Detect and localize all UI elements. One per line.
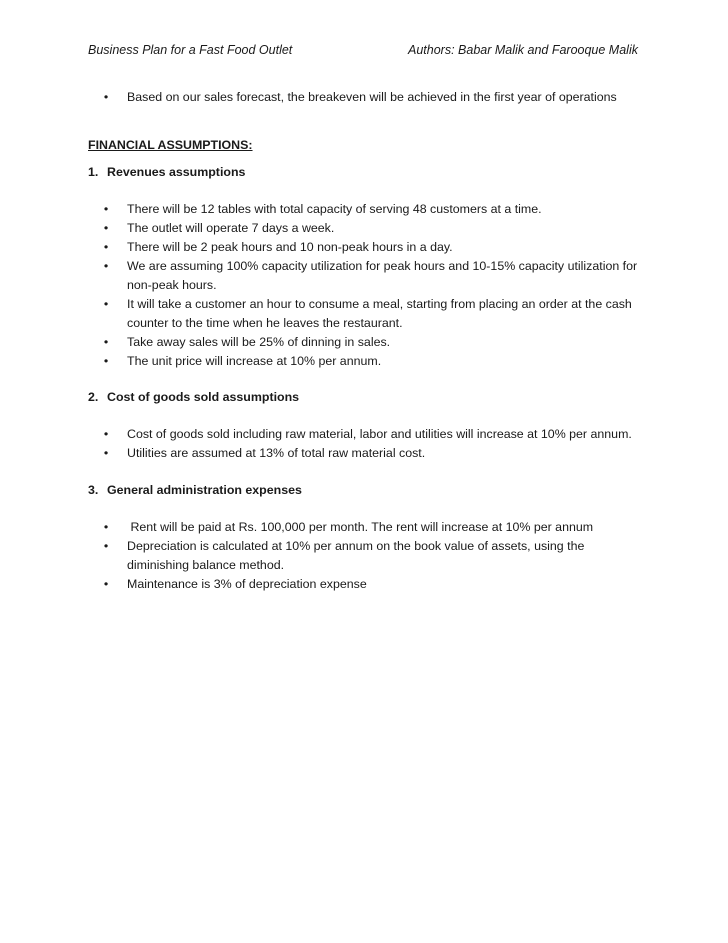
list-item-text: We are assuming 100% capacity utilization for peak hours and 10-15% capacity utilization for non-peak hours.	[127, 259, 638, 292]
heading-number: 2.	[88, 390, 99, 404]
list-item-text: It will take a customer an hour to consume a meal, starting from placing an order at the cash counter to the time when he leaves the restaurant.	[127, 297, 632, 330]
header-title: Business Plan for a Fast Food Outlet	[88, 43, 293, 57]
list-item	[88, 518, 648, 537]
list-item-text: Depreciation is calculated at 10% per annum on the book value of assets, using the diminishing balance method.	[127, 539, 585, 572]
list-item-text: There will be 12 tables with total capacity of serving 48 customers at a time.	[127, 202, 542, 216]
list-item-text: Maintenance is 3% of depreciation expense	[127, 577, 367, 591]
bullet-icon: •	[103, 240, 109, 254]
list-item	[88, 352, 648, 371]
cogs-list	[88, 425, 648, 463]
list-item-text: Rent will be paid at Rs. 100,000 per month. The rent will increase at 10% per annum	[127, 520, 594, 534]
heading-text: Cost of goods sold assumptions	[107, 390, 300, 404]
bullet-icon: •	[103, 520, 109, 534]
bullet-icon: •	[103, 577, 109, 591]
intro-list	[88, 88, 648, 107]
numbered-heading-revenues	[85, 163, 648, 182]
list-item	[88, 257, 648, 295]
list-item-text: Cost of goods sold including raw material, labor and utilities will increase at 10% per annum.	[127, 427, 632, 441]
heading-number: 1.	[88, 165, 99, 179]
bullet-icon: •	[103, 446, 109, 460]
section-heading: FINANCIAL ASSUMPTIONS:	[88, 138, 253, 152]
bullet-icon: •	[103, 335, 109, 349]
list-item-text: Utilities are assumed at 13% of total raw material cost.	[127, 446, 426, 460]
header-authors: Authors: Babar Malik and Farooque Malik	[408, 43, 638, 57]
list-item	[88, 333, 648, 352]
list-item	[88, 425, 648, 444]
bullet-icon: •	[103, 354, 109, 368]
list-item-text: Based on our sales forecast, the breakeven will be achieved in the first year of operations	[127, 90, 617, 104]
bullet-icon: •	[103, 427, 109, 441]
list-item-text: There will be 2 peak hours and 10 non-peak hours in a day.	[127, 240, 453, 254]
bullet-icon: •	[103, 259, 109, 273]
list-item	[88, 200, 648, 219]
list-item-text: Take away sales will be 25% of dinning in sales.	[127, 335, 391, 349]
list-item	[88, 444, 648, 463]
document-body	[88, 88, 648, 594]
list-item	[88, 219, 648, 238]
list-item-text: The outlet will operate 7 days a week.	[127, 221, 335, 235]
list-item-text: The unit price will increase at 10% per annum.	[127, 354, 382, 368]
admin-list	[88, 518, 648, 594]
bullet-icon: •	[103, 221, 109, 235]
heading-number: 3.	[88, 483, 99, 497]
list-item	[88, 295, 648, 333]
list-item	[88, 238, 648, 257]
list-item	[88, 88, 648, 107]
revenues-list	[88, 200, 648, 371]
list-item	[88, 537, 648, 575]
bullet-icon: •	[103, 202, 109, 216]
list-item	[88, 575, 648, 594]
bullet-icon: •	[103, 297, 109, 311]
numbered-heading-admin	[85, 481, 648, 500]
numbered-heading-cogs	[85, 388, 648, 407]
bullet-icon: •	[103, 539, 109, 553]
bullet-icon: •	[103, 90, 109, 104]
heading-text: General administration expenses	[107, 483, 302, 497]
heading-text: Revenues assumptions	[107, 165, 246, 179]
